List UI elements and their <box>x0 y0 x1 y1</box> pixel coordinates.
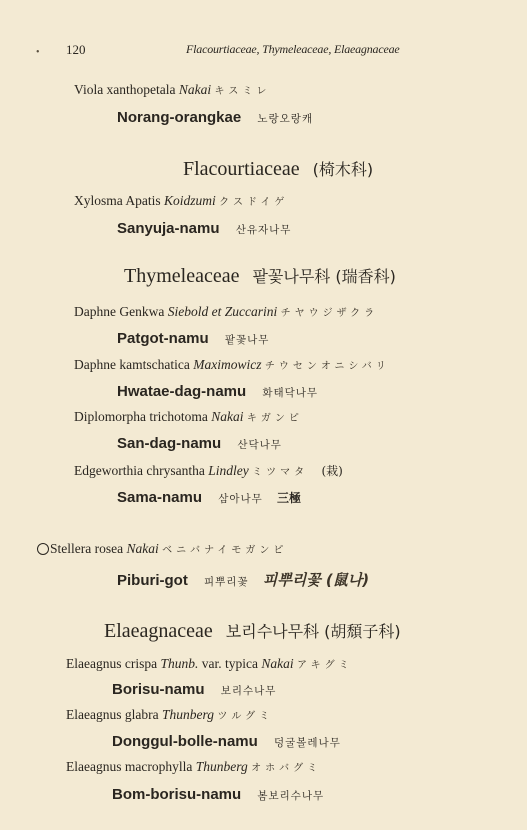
author: Siebold et Zuccarini <box>167 304 278 319</box>
scientific-name: Stellera rosea <box>50 541 124 556</box>
common-name-line <box>117 489 301 506</box>
common-name-line <box>117 330 269 347</box>
japanese-name: アキグミ <box>296 660 353 671</box>
common-name-line <box>117 383 318 400</box>
family-kanji: 보리수나무科 (胡頹子科) <box>225 622 401 641</box>
author: Nakai <box>211 409 244 424</box>
family-name: Thymeleaceae <box>124 265 240 287</box>
japanese-name: クスドイゲ <box>219 197 289 208</box>
japanese-name: オホバグミ <box>251 763 322 774</box>
family-kanji: 팥꽃나무科 (瑞香科) <box>252 267 396 286</box>
common-name-line <box>112 786 324 803</box>
japanese-name: キガンピ <box>246 413 303 424</box>
scientific-name: Xylosma Apatis <box>74 193 161 208</box>
species-line <box>66 759 321 775</box>
author: Lindley <box>208 463 249 478</box>
korean-name: 화태닥나무 <box>262 387 319 399</box>
family-heading <box>104 619 401 643</box>
common-name: Hwatae-dag-namu <box>117 383 247 400</box>
author: Koidzumi <box>164 193 216 208</box>
species-line <box>74 82 270 98</box>
species-line <box>66 656 353 672</box>
handwritten-annotation: 피뿌리꽃 (鼠나) <box>262 571 370 589</box>
common-name-line <box>112 681 276 698</box>
common-name: Patgot-namu <box>117 330 209 347</box>
author: Nakai <box>178 82 212 97</box>
scientific-name: Viola xanthopetala <box>74 82 176 97</box>
species-line <box>74 409 303 425</box>
author: Nakai <box>261 656 294 671</box>
scientific-name: Daphne kamtschatica <box>74 357 190 372</box>
scientific-name: Daphne Genkwa <box>74 304 165 319</box>
common-name-line <box>117 569 369 590</box>
species-line <box>74 462 343 479</box>
japanese-name: チヤウジザクラ <box>280 308 379 319</box>
korean-name: 피뿌리꽃 <box>204 576 249 588</box>
common-name: Sama-namu <box>117 489 203 506</box>
kanji-note: 三極 <box>276 491 301 505</box>
common-name-line <box>117 435 282 452</box>
species-line <box>74 304 378 320</box>
family-heading <box>183 157 373 181</box>
cultivated-note: (栽) <box>321 464 343 478</box>
common-name: Borisu-namu <box>112 681 205 698</box>
korean-name: 팥꽃나무 <box>224 334 270 346</box>
common-name-line <box>112 733 341 750</box>
author: Nakai <box>126 541 159 556</box>
korean-name: 덩굴볼레나무 <box>273 737 341 749</box>
common-name: San-dag-namu <box>117 435 222 452</box>
common-name: Donggul-bolle-namu <box>112 733 258 750</box>
korean-name: 산닥나무 <box>237 439 282 451</box>
author: Thunberg <box>195 759 248 774</box>
scientific-name: Elaeagnus crispa <box>66 656 158 671</box>
author: Thunberg <box>161 707 214 722</box>
korean-name: 노랑오랑캐 <box>257 113 314 125</box>
common-name: Piburi-got <box>117 572 188 589</box>
common-name-line <box>117 220 291 237</box>
species-line <box>50 541 287 557</box>
scientific-name: Elaeagnus glabra <box>66 707 159 722</box>
common-name: Norang-orangkae <box>117 109 242 126</box>
common-name: Sanyuja-namu <box>117 220 220 237</box>
japanese-name: チウセンオニシバリ <box>264 361 390 372</box>
japanese-name: ベニバナイモガンピ <box>162 545 288 556</box>
margin-dot: • <box>36 47 40 58</box>
scientific-name: Elaeagnus macrophylla <box>66 759 193 774</box>
korean-name: 봄보리수나무 <box>257 790 325 802</box>
japanese-name: ミツマタ <box>252 467 309 478</box>
variety: var. typica <box>198 656 262 671</box>
family-name: Flacourtiaceae <box>183 158 300 180</box>
scientific-name: Diplomorpha trichotoma <box>74 409 208 424</box>
circle-mark-icon <box>37 543 49 555</box>
species-line <box>66 707 273 723</box>
species-line <box>74 357 390 373</box>
family-heading <box>124 264 396 288</box>
korean-name: 삼아나무 <box>218 493 263 505</box>
korean-name: 산유자나무 <box>235 224 292 236</box>
japanese-name: キスミレ <box>214 86 271 97</box>
author: Thunb. <box>160 656 199 671</box>
running-title: Flacourtiaceae, Thymeleaceae, Elaeagnaceae <box>186 42 400 56</box>
family-kanji: (椅木科) <box>312 160 374 179</box>
page-number: 120 <box>66 42 86 57</box>
korean-name: 보리수나무 <box>220 685 277 697</box>
family-name: Elaeagnaceae <box>104 620 213 642</box>
japanese-name: ツルグミ <box>217 711 274 722</box>
common-name-line <box>117 109 313 126</box>
common-name: Bom-borisu-namu <box>112 786 242 803</box>
species-line <box>74 193 288 209</box>
scientific-name: Edgeworthia chrysantha <box>74 463 205 478</box>
author: Maximowicz <box>193 357 262 372</box>
